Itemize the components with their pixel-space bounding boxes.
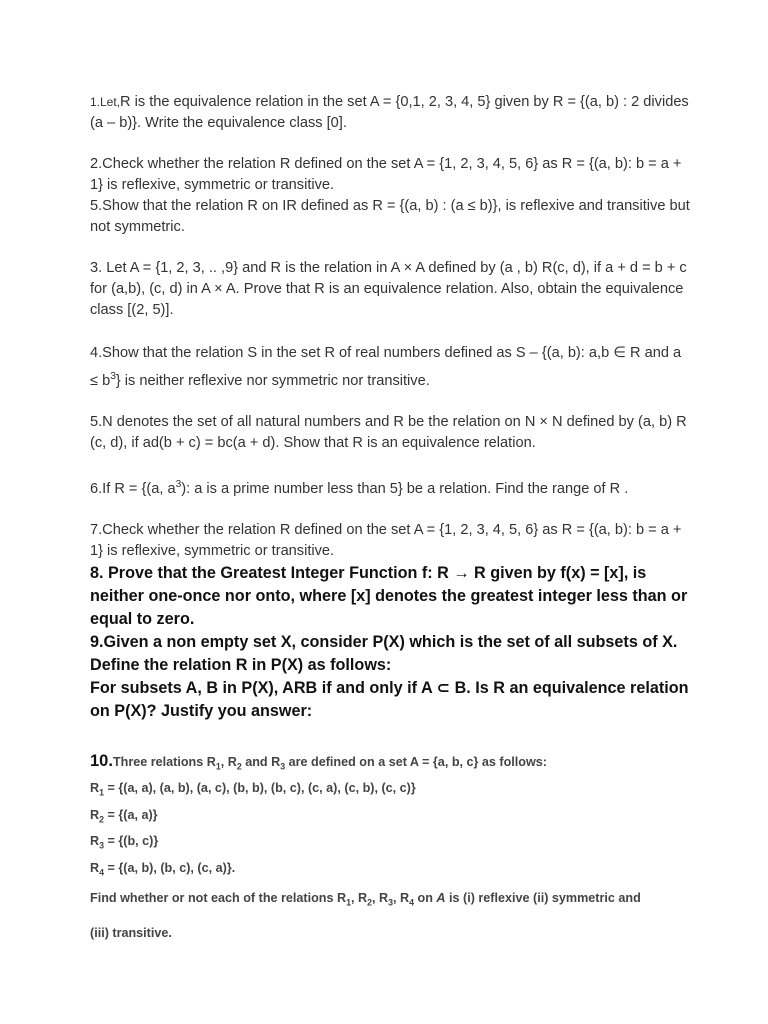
question-1-text: R is the equivalence relation in the set A = {0,1, 2, 3, 4, 5} given by R = {(a, b) : 2 divides (a – b)}. Write the equivalence class [0].: [90, 94, 689, 131]
question-10-instruction-end: (iii) transitive.: [90, 925, 172, 940]
question-2: 2.Check whether the relation R defined on the set A = {1, 2, 3, 4, 5, 6} as R = {(a, b): b = a + 1} is reflexive, symmetric or transitive.: [90, 156, 682, 193]
relation-r3: [90, 830, 690, 857]
instruction-text: is (i) reflexive (ii) symmetric and: [445, 891, 641, 906]
relation-set: = {(a, b), (b, c), (c, a)}.: [104, 860, 236, 875]
question-10-text: , R: [220, 754, 237, 769]
instruction-text: , R: [351, 891, 368, 906]
subscript: 1: [99, 787, 105, 798]
subscript: 4: [409, 897, 414, 908]
subscript: 2: [236, 761, 242, 772]
question-4: [90, 341, 690, 393]
subscript: 3: [280, 761, 286, 772]
relation-name: R: [90, 834, 100, 849]
instruction-text: on: [414, 891, 437, 906]
question-5-first: 5.Show that the relation R on IR defined as R = {(a, b) : (a ≤ b)}, is reflexive and transitive but not symmetric.: [90, 198, 690, 235]
question-6-superscript: 3: [175, 478, 182, 490]
relation-name: R: [90, 860, 100, 875]
relation-r2: [90, 804, 690, 831]
subscript: 4: [99, 867, 105, 878]
spacer: [90, 393, 690, 412]
question-3: 3. Let A = {1, 2, 3, .. ,9} and R is the relation in A × A defined by (a , b) R(c, d), if a + d = b + c for (a,b), (c, d) in A × A. Prove that R is an equivalence relation. Also, obtain the equivalence class [(2, 5)].: [90, 260, 687, 318]
question-8: 8. Prove that the Greatest Integer Function f: R → R given by f(x) = [x], is neither one-once nor onto, where [x] denotes the greatest integer less than or equal to zero.: [90, 563, 688, 628]
relation-set: = {(b, c)}: [104, 834, 159, 849]
spacer: [90, 134, 690, 154]
set-name-italic: A: [436, 891, 446, 906]
question-1-prefix: 1.Let,: [90, 95, 121, 109]
question-6: [90, 474, 690, 500]
question-4-part2: } is neither reflexive nor symmetric nor transitive.: [115, 372, 430, 389]
subscript: 3: [388, 897, 393, 908]
spacer: [90, 238, 690, 258]
question-6-part2: ): a is a prime number less than 5} be a relation. Find the range of R .: [181, 480, 629, 497]
relation-name: R: [90, 807, 100, 822]
question-1: [90, 92, 690, 134]
question-4-superscript: 3: [110, 371, 116, 382]
spacer: [90, 321, 690, 341]
instruction-text: , R: [393, 891, 410, 906]
subscript: 1: [215, 761, 221, 772]
relation-r4: [90, 857, 690, 884]
question-10-text: and R: [241, 754, 281, 769]
subscript: 2: [367, 897, 372, 908]
question-9-line2: Define the relation R in P(X) as follows:: [90, 655, 392, 674]
subscript: 2: [99, 814, 105, 825]
instruction-text: , R: [372, 891, 389, 906]
question-10-number: 10.: [90, 751, 113, 770]
question-6-part1: 6.If R = {(a, a: [90, 480, 176, 497]
question-7: 7.Check whether the relation R defined on the set A = {1, 2, 3, 4, 5, 6} as R = {(a, b): b = a + 1} is reflexive, symmetric or transitive.: [90, 521, 682, 559]
question-5-second: 5.N denotes the set of all natural numbers and R be the relation on N × N defined by (a, b) R (c, d), if ad(b + c) = bc(a + d). Show that R is an equivalence relation.: [90, 413, 687, 451]
relation-set: = {(a, a), (a, b), (a, c), (b, b), (b, c), (c, a), (c, b), (c, c)}: [104, 781, 416, 796]
relation-set: = {(a, a)}: [104, 807, 158, 822]
spacer: [90, 454, 690, 474]
relation-name: R: [90, 781, 100, 796]
subscript: 1: [346, 897, 351, 908]
question-10-text: Three relations R: [112, 754, 216, 769]
question-4-part1: 4.Show that the relation S in the set R of real numbers defined as S – {(a, b): a,b ∈ R and a ≤ b: [90, 345, 682, 389]
question-9-line3: For subsets A, B in P(X), ARB if and only if A ⊂ B. Is R an equivalence relation on P(X)? Justify you answer:: [90, 678, 689, 720]
worksheet-page: [90, 92, 690, 948]
relation-r1: [90, 777, 690, 804]
subscript: 3: [99, 840, 105, 851]
spacer: [90, 500, 690, 520]
instruction-text: Find whether or not each of the relations R: [90, 891, 347, 906]
question-10-heading: [90, 750, 690, 778]
question-10-instruction: [90, 883, 690, 918]
question-9-line1: 9.Given a non empty set X, consider P(X) which is the set of all subsets of X.: [90, 632, 678, 651]
question-10-text: are defined on a set A = {a, b, c} as follows:: [285, 754, 547, 769]
